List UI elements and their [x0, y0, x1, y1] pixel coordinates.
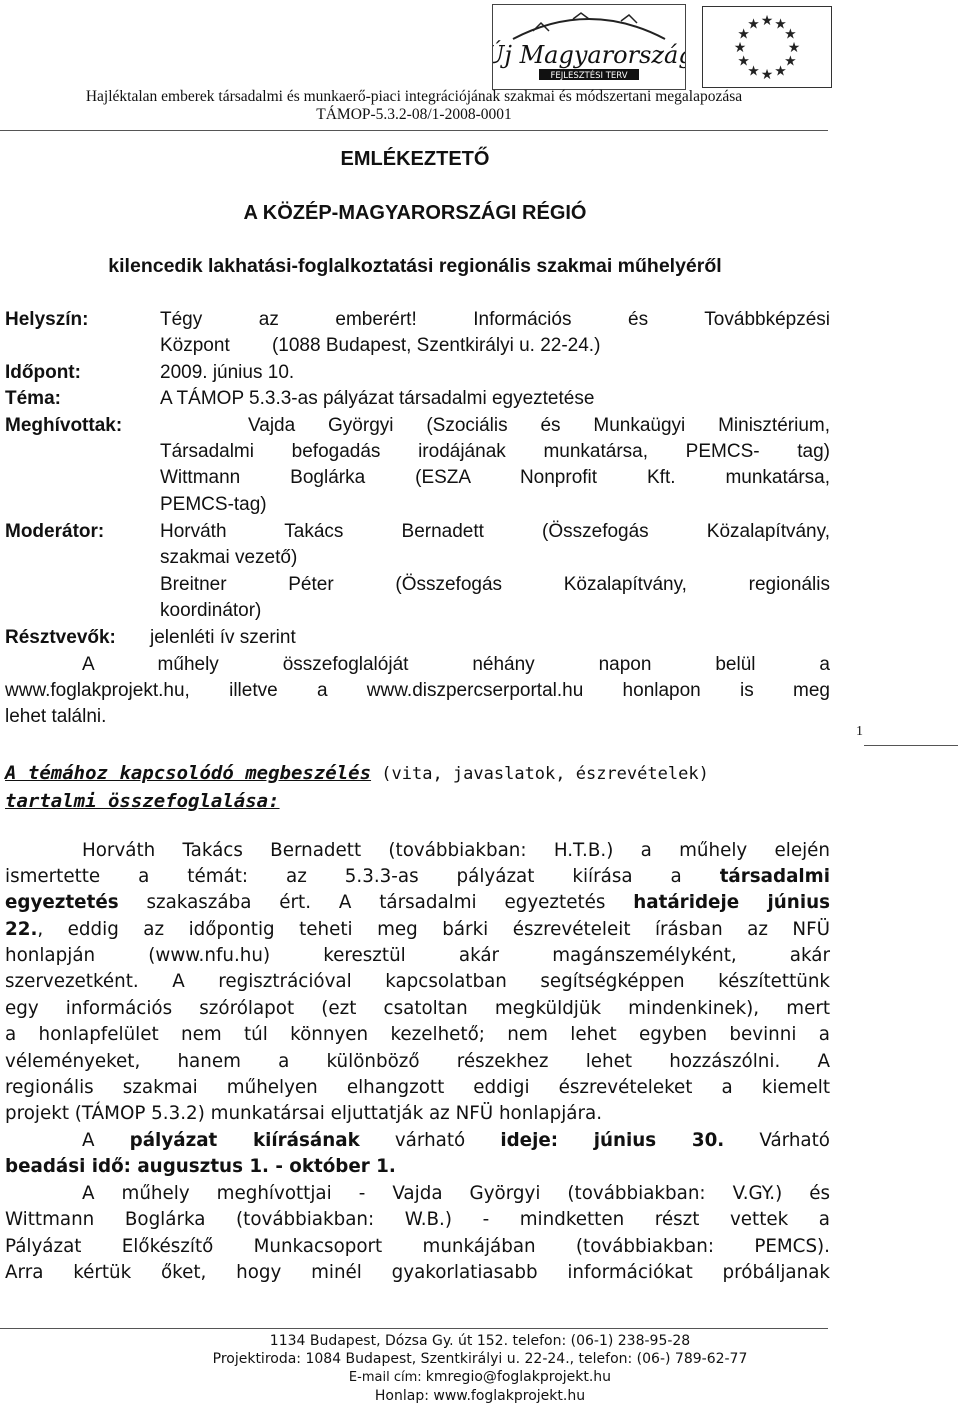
eu-star-icon: ★ [787, 40, 801, 56]
svg-text:FEJLESZTÉSI TERV: FEJLESZTÉSI TERV [550, 71, 628, 81]
svg-text:Új Magyarország: Új Magyarország [493, 41, 685, 69]
eu-star-icon: ★ [747, 63, 760, 80]
body-p2-l1: A pályázat kiírásának várható ideje: június 30. Várható [82, 1130, 830, 1151]
footer-email: E-mail cím: kmregio@foglakprojekt.hu [348, 1369, 612, 1385]
meghivottak-line3: Wittmann Boglárka (ESZA Nonprofit Kft. munkatársa, [160, 467, 830, 488]
doc-subtitle: A KÖZÉP-MAGYARORSZÁGI RÉGIÓ [243, 202, 587, 224]
tema-value: A TÁMOP 5.3.3-as pályázat társadalmi egyeztetése [160, 388, 595, 409]
body-p1-l2: ismertette a témát: az 5.3.3-as pályázat kiírása a társadalmi [5, 866, 830, 887]
eu-star-icon: ★ [747, 16, 760, 33]
helyszin-label: Helyszín: [5, 309, 89, 330]
tema-label: Téma: [5, 388, 61, 409]
meghivottak-line1: Vajda Györgyi (Szociális és Munkaügyi Minisztérium, [248, 415, 830, 436]
eu-stars-graphic [703, 7, 831, 87]
meghivottak-label: Meghívottak: [5, 415, 123, 436]
doc-topic: kilencedik lakhatási-foglalkoztatási regionális szakmai műhelyéről [108, 255, 722, 277]
project-title: Hajléktalan emberek társadalmi és munkaerő-piaci integrációjának szakmai és módszertani megalapozása [85, 88, 743, 105]
footer-website: Honlap: www.foglakprojekt.hu [374, 1388, 586, 1404]
idopont-value: 2009. június 10. [160, 362, 295, 383]
section-heading-bold2: tartalmi összefoglalása: [5, 789, 280, 812]
eu-star-icon: ★ [760, 67, 774, 83]
footer-office: Projektiroda: 1084 Budapest, Szentkirályi u. 22-24., telefon: (06-) 789-62-77 [212, 1351, 748, 1367]
resztvevok-value: jelenléti ív szerint [150, 627, 296, 648]
meghivottak-line4: PEMCS-tag) [160, 494, 267, 515]
body-p1-l7: egy információs szórólapot (ezt csatoltan megküldjük mindenkinek), mert [5, 998, 830, 1019]
body-p2-l2: beadási idő: augusztus 1. - október 1. [5, 1156, 396, 1177]
moderator-line1: Horváth Takács Bernadett (Összefogás Közalapítvány, [160, 521, 830, 542]
body-p1-l3: egyeztetés szakaszába ért. A társadalmi egyeztetés határideje június [5, 892, 830, 913]
eu-star-icon: ★ [760, 13, 774, 29]
page-number: 1 [856, 724, 863, 739]
section-heading-bold: A témához kapcsolódó megbeszélés [5, 762, 372, 784]
helyszin-line2: Központ (1088 Budapest, Szentkirályi u. 22-24.) [160, 335, 601, 356]
section-heading-italic: (vita, javaslatok, észrevételek) [371, 764, 709, 784]
body-p1-l4: 22., eddig az időpontig teheti meg bárki észrevételeit írásban az NFÜ [5, 919, 830, 940]
body-p1-l1: Horváth Takács Bernadett (továbbiakban: H.T.B.) a műhely elején [82, 840, 830, 861]
eu-star-icon: ★ [733, 40, 747, 56]
project-code: TÁMOP-5.3.2-08/1-2008-0001 [316, 106, 512, 123]
moderator-line2: szakmai vezető) [160, 547, 298, 568]
note-line1: A műhely összefoglalóját néhány napon belül a [82, 654, 830, 675]
doc-title: EMLÉKEZTETŐ [340, 148, 490, 170]
footer-address: 1134 Budapest, Dózsa Gy. út 152. telefon: (06-1) 238-95-28 [269, 1333, 691, 1349]
uj-magyarorszag-logo [492, 4, 686, 90]
body-p3-l4: Arra kértük őket, hogy minél gyakorlatiasabb információkat próbáljanak [5, 1262, 830, 1283]
page-number-rule [864, 745, 958, 746]
eu-star-icon: ★ [774, 16, 787, 33]
eu-star-icon: ★ [774, 63, 787, 80]
section-heading [5, 760, 835, 814]
body-p3-l1: A műhely meghívottjai - Vajda Györgyi (továbbiakban: V.GY.) és [82, 1183, 830, 1204]
moderator-line3: Breitner Péter (Összefogás Közalapítvány, regionális [160, 574, 830, 595]
idopont-label: Időpont: [5, 362, 81, 383]
eu-star-icon: ★ [784, 53, 797, 70]
logo-graphic [493, 5, 685, 89]
eu-star-icon: ★ [737, 26, 750, 43]
resztvevok-label: Résztvevők: [5, 627, 116, 648]
body-p1-l5: honlapján (www.nfu.hu) keresztül akár magánszemélyként, akár [5, 945, 830, 966]
eu-star-icon: ★ [784, 26, 797, 43]
body-p1-l9: véleményeket, hanem a különböző részekhez lehet hozzászólni. A [5, 1051, 830, 1072]
body-p3-l3: Pályázat Előkészítő Munkacsoport munkájában (továbbiakban: PEMCS). [5, 1236, 830, 1257]
helyszin-line1: Tégy az emberért! Információs és Továbbképzési [160, 309, 830, 330]
body-p1-l6: szervezetként. A regisztrációval kapcsolatban segítségképpen készítettünk [5, 971, 830, 992]
footer-divider [0, 1328, 828, 1329]
header-divider [0, 130, 828, 131]
note-line3: lehet találni. [5, 706, 107, 727]
body-p1-l11: projekt (TÁMOP 5.3.2) munkatársai eljuttatják az NFÜ honlapjára. [5, 1103, 603, 1124]
moderator-label: Moderátor: [5, 521, 105, 542]
body-p1-l8: a honlapfelület nem túl könnyen kezelhető; nem lehet egyben bevinni a [5, 1024, 830, 1045]
body-p3-l2: Wittmann Boglárka (továbbiakban: W.B.) - mindketten részt vettek a [5, 1209, 830, 1230]
meghivottak-line2: Társadalmi befogadás irodájának munkatársa, PEMCS- tag) [160, 441, 830, 462]
moderator-line4: koordinátor) [160, 600, 262, 621]
eu-star-icon: ★ [737, 53, 750, 70]
body-p1-l10: regionális szakmai műhelyen elhangzott eddigi észrevételeket a kiemelt [5, 1077, 830, 1098]
note-line2: www.foglakprojekt.hu, illetve a www.diszpercserportal.hu honlapon is meg [5, 680, 830, 701]
eu-flag-icon [702, 6, 832, 88]
